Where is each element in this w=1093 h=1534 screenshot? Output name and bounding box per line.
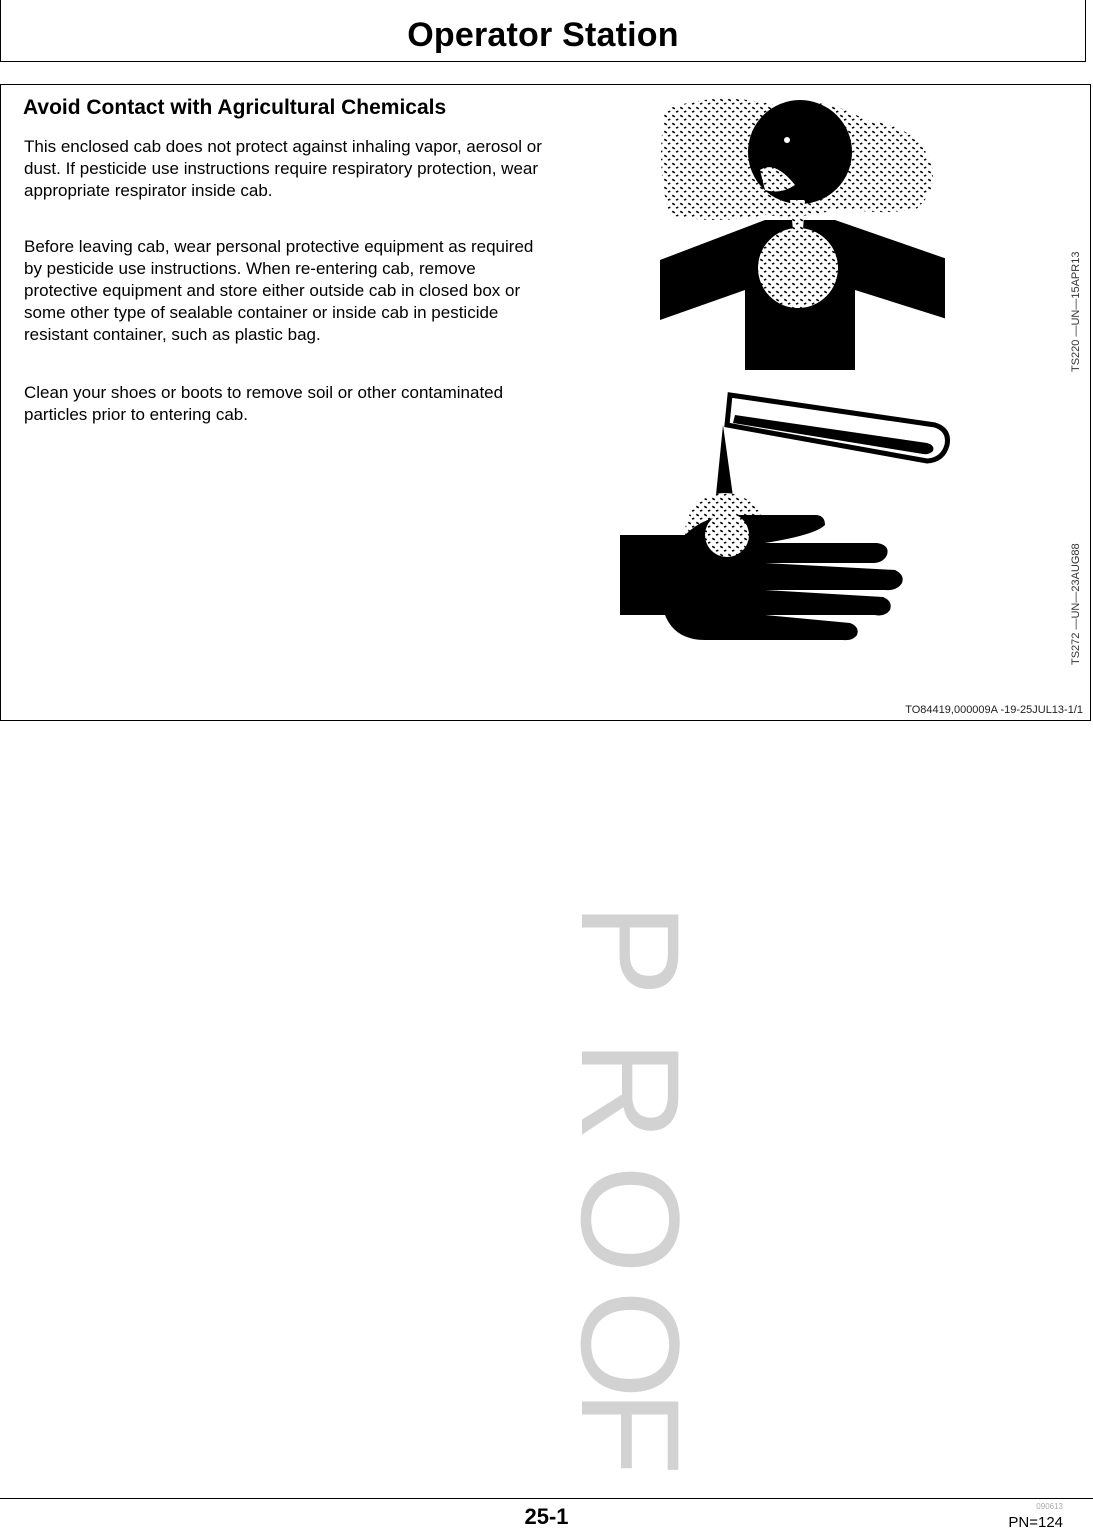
page-number: 25-1 [524, 1504, 569, 1529]
bottom-illustration-code: TS272 —UN—23AUG88 [1070, 543, 1082, 665]
inhalation-hazard-illustration [655, 90, 945, 370]
paragraph-protective-equipment: Before leaving cab, wear personal protective equipment as required by pesticide use instructions. When re-entering cab, remove protective equipment and store either outside cab in closed box or some other type of sealable container or inside cab in pesticide resistant container, such as plastic bag. [24, 237, 534, 344]
footer-code: 090613 [1036, 1502, 1063, 1511]
footer-rule [0, 1498, 1093, 1499]
page-title: Operator Station [407, 16, 679, 54]
section-title: Avoid Contact with Agricultural Chemicals [23, 96, 447, 119]
pn-number: PN=124 [1008, 1514, 1063, 1531]
skin-contact-hazard-illustration [615, 385, 950, 660]
paragraph-respiratory: This enclosed cab does not protect against inhaling vapor, aerosol or dust. If pesticide use instructions require respiratory protection, wear appropriate respirator inside cab. [24, 137, 542, 200]
document-reference: TO84419,000009A -19-25JUL13-1/1 [905, 704, 1083, 716]
watermark-letter: F [552, 1390, 709, 1476]
watermark-letter: P [552, 903, 709, 997]
watermark-letter: R [552, 1040, 709, 1142]
watermark-letter: O [552, 1290, 709, 1399]
top-illustration-code: TS220 —UN—15APR13 [1070, 251, 1082, 372]
watermark-letter: O [552, 1165, 709, 1274]
paragraph-clean-shoes: Clean your shoes or boots to remove soil or other contaminated particles prior to entering cab. [24, 383, 504, 424]
header-box [0, 0, 1086, 62]
